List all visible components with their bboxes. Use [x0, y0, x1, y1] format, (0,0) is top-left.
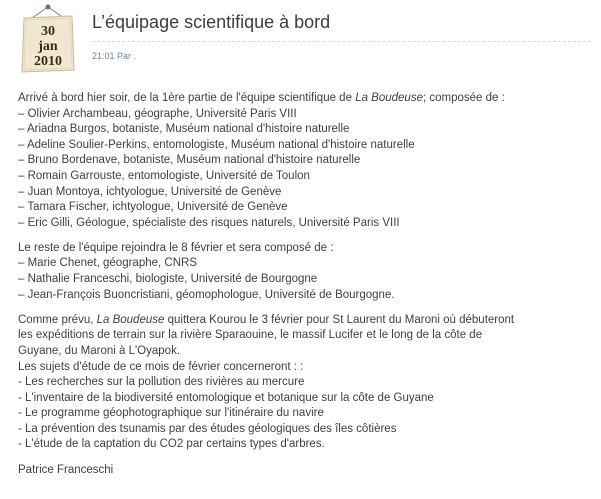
list-item: - La prévention des tsunamis par des études géologiques des îles côtières — [18, 422, 397, 435]
rest-intro: Le reste de l'équipe rejoindra le 8 février et sera composé de : — [18, 241, 334, 254]
date-day: 30 — [41, 24, 55, 39]
list-item: - L'étude de la captation du CO2 par certains types d'arbres. — [18, 438, 325, 451]
intro-before: Arrivé à bord hier soir, de la 1ère partie de l'équipe scientifique de — [18, 92, 356, 104]
list-item: – Adeline Soulier-Perkins, entomologiste, Muséum national d'histoire naturelle — [18, 138, 415, 151]
post-title[interactable]: L’équipage scientifique à bord — [92, 12, 331, 32]
list-item: – Romain Garrouste, entomologiste, Université de Toulon — [18, 169, 310, 182]
list-item: – Ariadna Burgos, botaniste, Muséum national d'histoire naturelle — [18, 123, 350, 136]
post-meta: 21:01 Par . — [92, 51, 137, 61]
plan-line-1 — [18, 313, 595, 329]
list-item: – Nathalie Franceschi, biologiste, Université de Bourgogne — [18, 273, 318, 286]
intro-after: ; composée de : — [422, 92, 505, 104]
list-item: – Jean-François Buoncristiani, géomophologue, Université de Bourgogne. — [18, 288, 395, 301]
list-item: – Marie Chenet, géographe, CNRS — [18, 257, 197, 270]
paragraph-team-2 — [18, 241, 595, 303]
post-content — [18, 91, 595, 488]
paragraph-signature — [18, 463, 595, 479]
date-badge — [18, 4, 78, 74]
plan-after: quittera Kourou le 3 février pour St Laurent du Maroni où débuteront — [164, 313, 515, 326]
list-item: – Eric Gilli, Géologue, spécialiste des risques naturels, Université Paris VIII — [18, 216, 400, 229]
date-year: 2010 — [34, 54, 62, 69]
list-item: - Les recherches sur la pollution des rivières au mercure — [18, 376, 305, 389]
subjects-intro: Les sujets d'étude de ce mois de février concerneront : : — [18, 360, 304, 373]
ship-name: La Boudeuse — [355, 92, 423, 104]
list-item: – Olivier Archambeau, géographe, Université Paris VIII — [18, 107, 297, 120]
plan-line-2: les expéditions de terrain sur la rivière Sparaouine, le massif Lucifer et le long de la côte de — [18, 329, 483, 342]
date-text — [18, 24, 78, 69]
paragraph-team-1 — [18, 91, 595, 231]
list-item: – Tamara Fischer, ichtyologue, Université de Genève — [18, 201, 288, 214]
plan-before: Comme prévu, — [18, 313, 97, 326]
signature: Patrice Franceschi — [18, 463, 114, 476]
paragraph-plan — [18, 313, 595, 453]
list-item: - L'inventaire de la biodiversité entomologique et botanique sur la côte de Guyane — [18, 391, 434, 404]
meta-divider — [92, 41, 591, 42]
ship-name: La Boudeuse — [96, 313, 165, 326]
list-item: – Juan Montoya, ichtyologue, Université de Genève — [18, 185, 282, 198]
intro-line — [18, 91, 595, 107]
plan-line-3: Guyane, du Maroni à L'Oyapok. — [18, 344, 181, 357]
list-item: – Bruno Bordenave, botaniste, Muséum national d'histoire naturelle — [18, 154, 361, 167]
date-month: jan — [38, 39, 58, 54]
list-item: - Le programme géophotographique sur l'itinéraire du navire — [18, 407, 324, 420]
